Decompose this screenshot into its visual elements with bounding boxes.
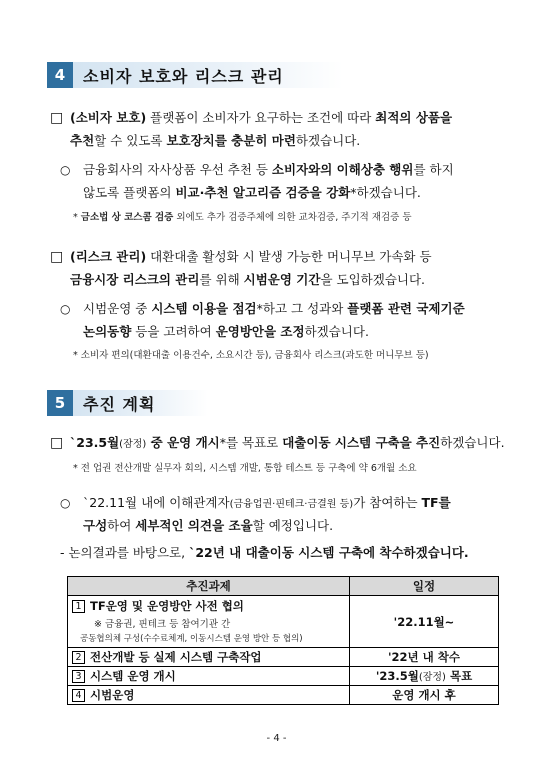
footnote-koscom: * 금소법 상 코스콤 검증 외에도 추가 검증주체에 의한 교차검증, 주기적 재검증 등 [73, 212, 412, 223]
circle-bullet-icon: ○ [60, 163, 71, 177]
row-number: 3 [72, 670, 85, 683]
consumer-protection-line2: 추천할 수 있도록 보호장치를 충분히 마련하겠습니다. [70, 133, 361, 148]
schedule-cell: 운영 개시 후 [350, 686, 499, 705]
table-row [68, 596, 499, 648]
schedule-cell: '22.11월~ [350, 596, 499, 648]
footnote-development-period: * 전 업권 전산개발 실무자 회의, 시스템 개발, 통합 테스트 등 구축에 약 6개월 소요 [73, 463, 417, 474]
square-bullet-icon: □ [50, 249, 64, 265]
section-4-header [47, 61, 343, 89]
launch-target-line: `23.5월(잠정) 중 운영 개시*를 목표로 대출이동 시스템 구축을 추진하겠습니다. [70, 435, 505, 450]
section-5-header [47, 389, 208, 417]
table-row [68, 667, 499, 686]
section-number: 5 [47, 390, 73, 416]
circle-bullet-icon: ○ [60, 302, 71, 316]
risk-management-line1: (리스크 관리) 대환대출 활성화 시 발생 가능한 머니무브 가속화 등 [70, 249, 432, 264]
tf-formation-line1: `22.11월 내에 이해관계자(금융업권·핀테크·금결원 등)가 참여하는 TF를 [83, 495, 451, 510]
pilot-operation-line1: 시범운영 중 시스템 이용을 점검*하고 그 성과와 플랫폼 관련 국제기준 [83, 301, 465, 316]
section-title: 소비자 보호와 리스크 관리 [73, 62, 343, 88]
task-label: 시범운영 [90, 688, 135, 702]
section-number: 4 [47, 62, 73, 88]
square-bullet-icon: □ [50, 110, 64, 126]
plan-table [67, 576, 499, 705]
schedule-cell: '22년 내 착수 [350, 648, 499, 667]
page-number: - 4 - [266, 733, 287, 744]
section-title: 추진 계획 [73, 390, 208, 416]
task-note: 공동협의체 구성(수수료체계, 이동시스템 운영 방안 등 협의) [80, 634, 303, 644]
schedule-cell: '23.5월(잠정) 목표 [350, 667, 499, 686]
task-cell [68, 648, 350, 667]
header-schedule: 일정 [350, 577, 499, 596]
dash-conclusion-line: - 논의결과를 바탕으로, `22년 내 대출이동 시스템 구축에 착수하겠습니다. [60, 545, 469, 560]
square-bullet-icon: □ [50, 435, 64, 451]
algorithm-verification-line1: 금융회사의 자사상품 우선 추천 등 소비자와의 이해상충 행위를 하지 [83, 162, 454, 177]
table-header-row [68, 577, 499, 596]
pilot-operation-line2: 논의동향 등을 고려하여 운영방안을 조정하겠습니다. [83, 324, 369, 339]
table-row [68, 648, 499, 667]
tf-formation-line2: 구성하여 세부적인 의견을 조율할 예정입니다. [83, 518, 334, 533]
footnote-consumer-convenience: * 소비자 편의(대환대출 이용건수, 소요시간 등), 금융회사 리스크(과도한 머니무브 등) [73, 350, 429, 361]
row-number: 4 [72, 689, 85, 702]
algorithm-verification-line2: 않도록 플랫폼의 비교·추천 알고리즘 검증을 강화*하겠습니다. [83, 185, 421, 200]
task-cell [68, 667, 350, 686]
task-note: ※ 금융권, 핀테크 등 참여기관 간 [94, 619, 231, 630]
consumer-protection-line1: (소비자 보호) 플랫폼이 소비자가 요구하는 조건에 따라 최적의 상품을 [70, 110, 453, 125]
row-number: 1 [72, 600, 85, 613]
task-label: TF운영 및 운영방안 사전 협의 [90, 599, 244, 613]
row-number: 2 [72, 651, 85, 664]
task-label: 시스템 운영 개시 [90, 669, 176, 683]
circle-bullet-icon: ○ [60, 496, 71, 510]
task-cell [68, 596, 350, 648]
risk-management-line2: 금융시장 리스크의 관리를 위해 시범운영 기간을 도입하겠습니다. [70, 272, 426, 287]
task-label: 전산개발 등 실제 시스템 구축작업 [90, 650, 262, 664]
task-cell [68, 686, 350, 705]
table-row [68, 686, 499, 705]
header-task: 추진과제 [68, 577, 350, 596]
